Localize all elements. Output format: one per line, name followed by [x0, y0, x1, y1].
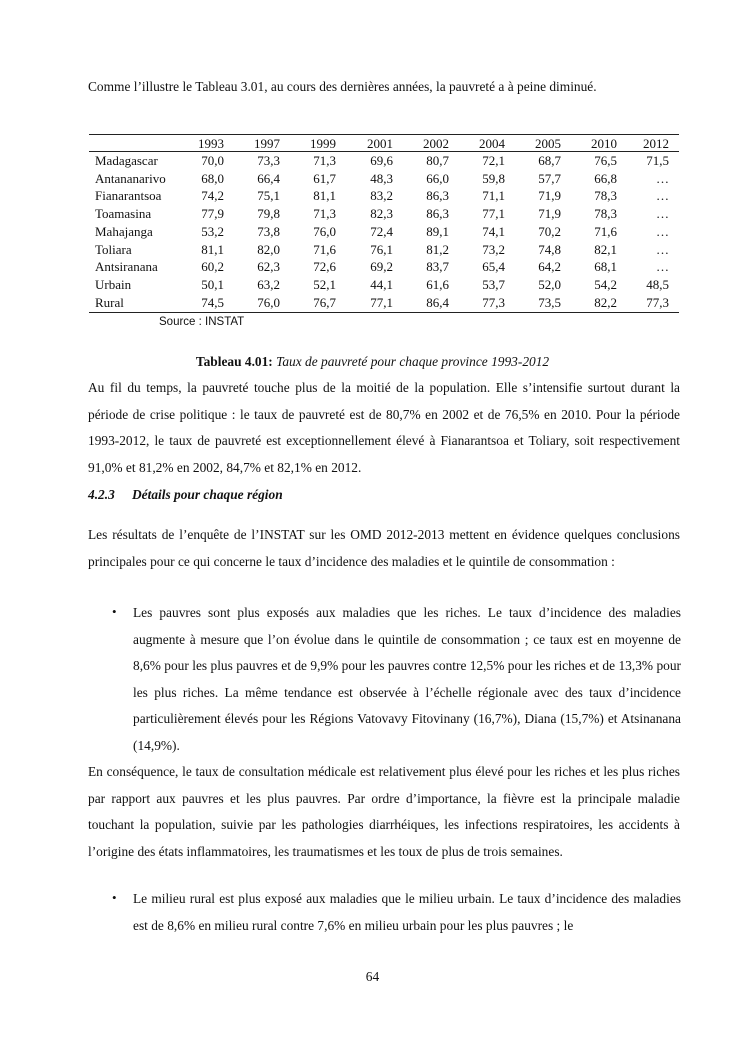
year-header: 2002 — [423, 136, 449, 151]
table-cell: 82,1 — [594, 241, 617, 257]
table-cell: 76,0 — [257, 294, 280, 310]
year-header: 2012 — [643, 136, 669, 151]
row-label: Urbain — [95, 276, 132, 292]
table-source: Source : INSTAT — [159, 316, 245, 328]
table-cell: 71,9 — [538, 206, 561, 222]
table-cell: 71,1 — [482, 188, 505, 204]
table-cell: 71,6 — [313, 241, 336, 257]
table-cell: 81,1 — [201, 241, 224, 257]
caption-title: Taux de pauvreté pour chaque province 1993-2012 — [276, 354, 550, 369]
table-cell: 77,1 — [370, 294, 393, 310]
row-label: Toliara — [95, 241, 132, 257]
table-cell: 74,1 — [482, 223, 505, 239]
row-label: Mahajanga — [95, 223, 153, 239]
table-cell: 53,2 — [201, 223, 224, 239]
table-cell: 77,3 — [646, 294, 669, 310]
table-cell: 65,4 — [482, 259, 505, 275]
table-cell: 60,2 — [201, 259, 224, 275]
table-cell: 81,1 — [313, 188, 336, 204]
table-cell: 69,6 — [370, 153, 393, 168]
table-cell: 76,0 — [313, 223, 336, 239]
table-cell: 82,3 — [370, 206, 393, 222]
table-cell: 77,9 — [201, 206, 224, 222]
row-label: Toamasina — [95, 206, 152, 222]
table-cell: 72,6 — [313, 259, 336, 275]
table-cell: 71,6 — [594, 223, 617, 239]
table-cell: 61,6 — [426, 276, 449, 292]
caption-label: Tableau 4.01: — [195, 354, 273, 369]
table-cell: 74,2 — [201, 188, 224, 204]
table-cell: 57,7 — [538, 170, 561, 186]
table-cell: 73,5 — [538, 294, 561, 310]
year-header: 2001 — [367, 136, 393, 151]
table-cell: 48,5 — [646, 276, 669, 292]
table-cell: 86,3 — [426, 206, 449, 222]
table-cell: 48,3 — [370, 170, 393, 186]
table-cell: 89,1 — [426, 223, 449, 239]
year-header: 2005 — [535, 136, 561, 151]
table-cell: 72,4 — [370, 223, 393, 239]
year-header: 1999 — [310, 136, 336, 151]
table-cell: 69,2 — [370, 259, 393, 275]
intro-paragraph: Comme l’illustre le Tableau 3.01, au cours des dernières années, la pauvreté a à peine diminué. — [88, 79, 597, 94]
table-cell: 54,2 — [594, 276, 617, 292]
table-cell: 74,5 — [201, 294, 224, 310]
table-cell: 44,1 — [370, 276, 393, 292]
table-cell: 62,3 — [257, 259, 280, 275]
bullet-rural-exposure: Le milieu rural est plus exposé aux maladies que le milieu urbain. Le taux d’incidence des maladies est de 8,6% en milieu rural contre 7,6% en milieu urbain pour les plus pauvres ; le — [133, 891, 681, 933]
table-cell: 71,5 — [646, 153, 669, 168]
table-cell: 76,7 — [313, 294, 336, 310]
table-cell: 78,3 — [594, 188, 617, 204]
table-cell: 77,3 — [482, 294, 505, 310]
table-cell: 75,1 — [257, 188, 280, 204]
table-cell: … — [656, 170, 669, 186]
row-label: Fianarantsoa — [95, 188, 162, 204]
table-cell: 70,0 — [201, 153, 224, 168]
table-cell: 52,1 — [313, 276, 336, 292]
row-label: Antananarivo — [95, 170, 166, 186]
paragraph-consultation: En conséquence, le taux de consultation médicale est relativement plus élevé pour les riches et les plus riches par rapport aux pauvres et les plus pauvres. Par ordre d’importance, la fièvre est la principale maladie touchant la population, suivie par les pathologies diarrhéiques, les infections respiratoires, les accidents à l’origine des états inflammatoires, les traumatismes et les toux de plus de trois semaines. — [88, 764, 680, 859]
row-label: Antsiranana — [95, 259, 158, 275]
table-cell: 74,8 — [538, 241, 561, 257]
table-cell: 68,7 — [538, 153, 561, 168]
table-cell: 82,0 — [257, 241, 280, 257]
table-cell: 77,1 — [482, 206, 505, 222]
table-cell: 70,2 — [538, 223, 561, 239]
section-number: 4.2.3 — [88, 487, 115, 502]
table-cell: 71,3 — [313, 153, 336, 168]
table-cell: 66,0 — [426, 170, 449, 186]
table-cell: 63,2 — [257, 276, 280, 292]
table-cell: 72,1 — [482, 153, 505, 168]
table-caption — [0, 354, 745, 370]
table-bottom-rule — [89, 312, 679, 313]
section-title: Détails pour chaque région — [132, 487, 283, 502]
table-cell: 81,2 — [426, 241, 449, 257]
table-cell: 59,8 — [482, 170, 505, 186]
table-cell: 52,0 — [538, 276, 561, 292]
year-header: 1997 — [254, 136, 280, 151]
table-cell: 71,9 — [538, 188, 561, 204]
table-cell: 76,5 — [594, 153, 617, 168]
table-cell: 83,2 — [370, 188, 393, 204]
table-cell: 53,7 — [482, 276, 505, 292]
table-cell: 76,1 — [370, 241, 393, 257]
row-label: Rural — [95, 294, 124, 310]
table-cell: … — [656, 223, 669, 239]
table-cell: 86,3 — [426, 188, 449, 204]
bullet-icon: • — [112, 604, 117, 619]
table-cell: 73,3 — [257, 153, 280, 168]
bullet-icon: • — [112, 890, 117, 905]
year-header: 1993 — [198, 136, 224, 151]
table-cell: 80,7 — [426, 153, 449, 168]
table-cell: 83,7 — [426, 259, 449, 275]
table-cell: 78,3 — [594, 206, 617, 222]
table-cell: … — [656, 259, 669, 275]
table-cell: 86,4 — [426, 294, 449, 310]
table-cell: 71,3 — [313, 206, 336, 222]
table-cell: 66,8 — [594, 170, 617, 186]
table-cell: … — [656, 241, 669, 257]
table-cell: 66,4 — [257, 170, 280, 186]
table-cell: 73,2 — [482, 241, 505, 257]
year-header: 2004 — [479, 136, 505, 151]
table-cell: … — [656, 206, 669, 222]
page-number: 64 — [365, 969, 380, 984]
table-cell: 61,7 — [313, 170, 336, 186]
paragraph-survey-results: Les résultats de l’enquête de l’INSTAT sur les OMD 2012-2013 mettent en évidence quelques conclusions principales pour ce qui concerne le taux d’incidence des maladies et le quintile de consommation : — [88, 527, 680, 569]
bullet-poor-exposure: Les pauvres sont plus exposés aux maladies que les riches. Le taux d’incidence des maladies augmente à mesure que l’on évolue dans le quintile de consommation ; ce taux est en moyenne de 8,6% pour les plus pauvres et de 9,9% pour les pauvres contre 12,5% pour les riches et de 13,3% pour les plus riches. La même tendance est observée à l’échelle régionale avec des taux d’incidence particulièrement élevés pour les Régions Vatovavy Fitovinany (16,7%), Diana (15,7%) et Atsinanana (14,9%). — [133, 605, 681, 753]
table-cell: 68,1 — [594, 259, 617, 275]
table-cell: 50,1 — [201, 276, 224, 292]
table-cell: 68,0 — [201, 170, 224, 186]
table-cell: … — [656, 188, 669, 204]
row-label: Madagascar — [95, 153, 158, 168]
table-cell: 73,8 — [257, 223, 280, 239]
year-header: 2010 — [591, 136, 617, 151]
table-cell: 82,2 — [594, 294, 617, 310]
table-cell: 79,8 — [257, 206, 280, 222]
section-heading — [88, 487, 680, 503]
table-cell: 64,2 — [538, 259, 561, 275]
paragraph-poverty-trend: Au fil du temps, la pauvreté touche plus de la moitié de la population. Elle s’intensifie surtout durant la période de crise politique : le taux de pauvreté est de 80,7% en 2002 et de 76,5% en 2010. Pour la période 1993-2012, le taux de pauvreté est exceptionnellement élevé à Fianarantsoa et Toliary, soit respectivement 91,0% et 81,2% en 2002, 84,7% et 82,1% en 2012. — [88, 380, 680, 475]
